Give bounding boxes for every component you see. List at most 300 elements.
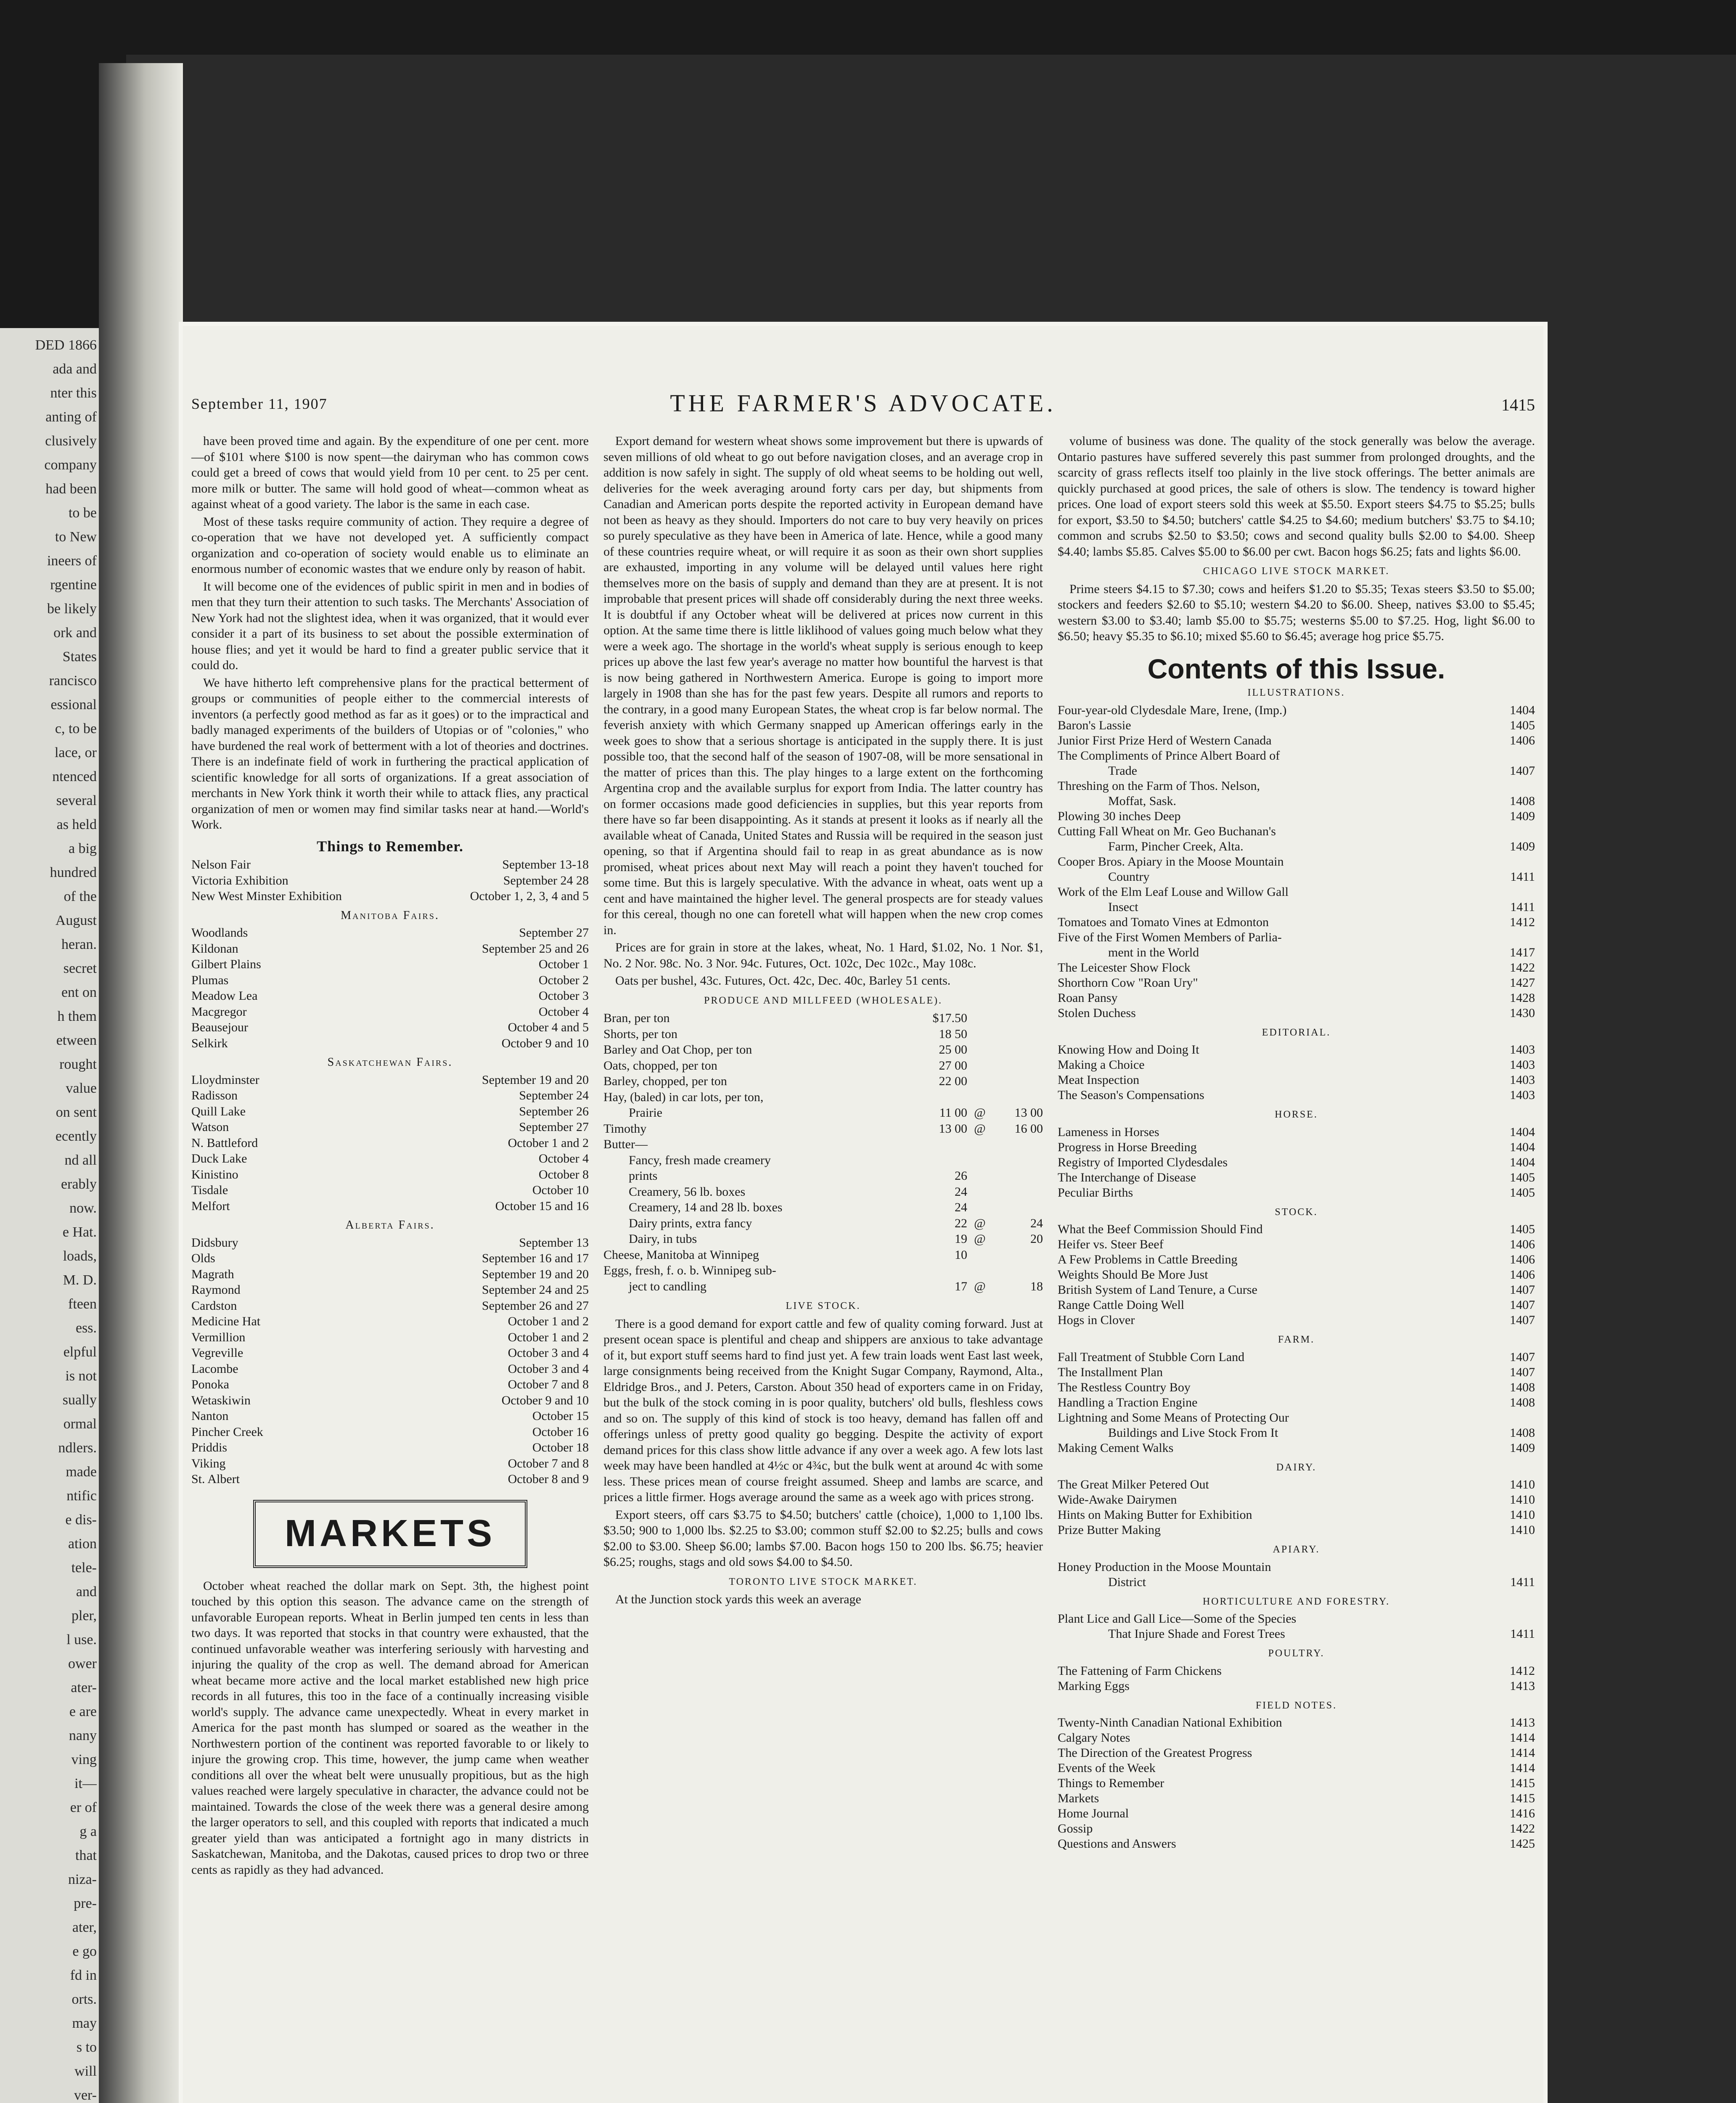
live-stock-article: [603, 1316, 1043, 1570]
contents-entry-title: Tomatoes and Tomato Vines at Edmonton: [1058, 915, 1269, 929]
fair-name: Beausejour: [191, 1020, 248, 1034]
contents-entry-title: The Season's Compensations: [1058, 1088, 1204, 1102]
contents-entry-page: 1407: [1510, 763, 1535, 778]
contents-entry-page: 1406: [1510, 1237, 1535, 1251]
contents-entry-page: 1407: [1510, 1350, 1535, 1364]
contents-entry-page: 1408: [1510, 1395, 1535, 1409]
produce-low-price: [917, 1263, 967, 1279]
live-stock-heading: LIVE STOCK.: [786, 1300, 861, 1311]
left-page-line: orts.: [71, 1992, 97, 2007]
produce-low-price: 25 00: [939, 1043, 967, 1057]
left-page-line: now.: [69, 1200, 97, 1216]
produce-high-price: [992, 1042, 1043, 1058]
fair-name: Cardston: [191, 1298, 237, 1313]
fair-row: [191, 956, 589, 972]
contents-entry-page: 1403: [1510, 1073, 1535, 1087]
column-2: [603, 433, 1043, 1609]
contents-entry-title: Junior First Prize Herd of Western Canada: [1058, 733, 1272, 747]
left-page-line: pler,: [71, 1608, 97, 1624]
contents-section-heading: HORTICULTURE AND FORESTRY.: [1202, 1596, 1390, 1607]
fair-row: [191, 1198, 589, 1214]
contents-entry-title: Cutting Fall Wheat on Mr. Geo Buchanan's: [1058, 824, 1276, 838]
fair-name: Nanton: [191, 1409, 229, 1423]
contents-entry-page: 1405: [1510, 718, 1535, 732]
fair-row: [191, 1330, 589, 1345]
produce-price-table: [603, 1010, 1043, 1294]
produce-high-price: 16 00: [1014, 1121, 1043, 1136]
contents-section-heading: FARM.: [1278, 1334, 1315, 1345]
produce-high-price: [992, 1136, 1043, 1152]
left-page-line: ent on: [61, 985, 97, 1000]
contents-entry: [1058, 1523, 1535, 1538]
contents-entry: [1058, 1042, 1535, 1057]
contents-entry-page: 1407: [1510, 1283, 1535, 1297]
contents-entry-title: The Interchange of Disease: [1058, 1170, 1196, 1184]
contents-entry: [1058, 1806, 1535, 1821]
contents-entry: [1058, 1611, 1535, 1626]
fair-dates: September 24 28: [503, 873, 589, 887]
contents-entry-page: 1412: [1510, 1663, 1535, 1678]
fair-row: [191, 1424, 589, 1440]
paragraph: It will become one of the evidences of public spirit in men and in bodies of men that they turn their attention to such tasks. The Merchants' Association of New York had not the slightest idea, when it was organized, that it would ever consider it a part of its business to set about the possible extermination of house flies; and yet it would be hard to find a greater public service that it could do.: [191, 579, 589, 672]
fair-name: New West Minster Exhibition: [191, 889, 342, 903]
manitoba-fairs-heading: Manitoba Fairs.: [341, 908, 439, 922]
publication-title: THE FARMER'S ADVOCATE.: [670, 389, 1056, 417]
left-page-line: company: [44, 457, 97, 473]
fair-name: Medicine Hat: [191, 1314, 261, 1328]
contents-entry-page: 1411: [1510, 869, 1535, 884]
contents-entry-title: Buildings and Live Stock From It: [1108, 1425, 1278, 1440]
fair-dates: October 4 and 5: [508, 1020, 589, 1034]
contents-section-heading: ILLUSTRATIONS.: [1247, 687, 1345, 698]
contents-entry-page: 1413: [1510, 1679, 1535, 1693]
produce-high-price: [992, 1073, 1043, 1089]
fair-row: [191, 1377, 589, 1393]
produce-at: [967, 1010, 992, 1026]
contents-entry-title: The Fattening of Farm Chickens: [1058, 1663, 1222, 1678]
fair-name: Didsbury: [191, 1235, 238, 1250]
produce-at: @: [974, 1279, 986, 1293]
contents-entry-page: 1407: [1510, 1298, 1535, 1312]
fair-dates: September 19 and 20: [482, 1073, 589, 1087]
contents-entry-title: Lameness in Horses: [1058, 1125, 1159, 1139]
contents-entry: [1058, 839, 1535, 854]
fair-name: Macgregor: [191, 1004, 247, 1019]
contents-entry: [1058, 1298, 1535, 1313]
produce-low-price: 22: [955, 1216, 967, 1230]
fair-name: Tisdale: [191, 1183, 228, 1197]
contents-entry-title: Prize Butter Making: [1058, 1523, 1161, 1537]
contents-entry-page: 1416: [1510, 1806, 1535, 1820]
contents-entry: [1058, 1170, 1535, 1185]
contents-entry-title: Hints on Making Butter for Exhibition: [1058, 1508, 1252, 1522]
fair-row: [191, 1088, 589, 1104]
alberta-fairs-heading: Alberta Fairs.: [345, 1218, 435, 1232]
fair-dates: September 13: [519, 1235, 589, 1250]
fair-dates: October 7 and 8: [508, 1377, 589, 1391]
saskatchewan-fairs-heading: Saskatchewan Fairs.: [327, 1056, 453, 1069]
contents-entry-title: Things to Remember: [1058, 1776, 1164, 1790]
fair-name: Melfort: [191, 1199, 230, 1213]
produce-at: [967, 1152, 992, 1168]
contents-entry: [1058, 1575, 1535, 1590]
produce-at: @: [974, 1216, 986, 1230]
issue-date: September 11, 1907: [191, 395, 328, 412]
fair-dates: October 1: [538, 957, 589, 971]
markets-article: [191, 1578, 589, 1878]
contents-entry-title: Insect: [1108, 900, 1138, 914]
fair-dates: October 1 and 2: [508, 1136, 589, 1150]
left-page-line: nd all: [64, 1152, 97, 1168]
contents-entry-title: Farm, Pincher Creek, Alta.: [1108, 839, 1244, 853]
fair-row: [191, 873, 589, 889]
fair-dates: October 1 and 2: [508, 1330, 589, 1344]
contents-entry-page: 1410: [1510, 1493, 1535, 1507]
left-page-line: lace, or: [54, 745, 97, 760]
contents-entry-page: 1410: [1510, 1508, 1535, 1522]
contents-entry: [1058, 794, 1535, 809]
fair-row: [191, 972, 589, 988]
produce-at: [967, 1136, 992, 1152]
fair-row: [191, 1345, 589, 1361]
contents-entry-page: 1403: [1510, 1088, 1535, 1102]
fair-name: Kinistino: [191, 1167, 238, 1181]
contents-entry-page: [1489, 1560, 1535, 1575]
contents-entry: [1058, 1380, 1535, 1395]
contents-entry-title: Home Journal: [1058, 1806, 1129, 1820]
contents-entry: [1058, 718, 1535, 733]
produce-item: Fancy, fresh made creamery: [629, 1153, 771, 1167]
contents-entry: [1058, 1252, 1535, 1267]
binding-gutter: [99, 63, 183, 2103]
produce-at: [967, 1184, 992, 1200]
contents-entry-page: 1407: [1510, 1313, 1535, 1327]
contents-entry-page: 1413: [1510, 1716, 1535, 1730]
produce-low-price: [917, 1152, 967, 1168]
fair-dates: October 15 and 16: [495, 1199, 589, 1213]
produce-high-price: 20: [1030, 1232, 1043, 1246]
contents-entry-page: 1406: [1510, 1253, 1535, 1266]
contents-entry: [1058, 809, 1535, 824]
left-page-line: erably: [61, 1176, 97, 1192]
left-page-line: nter this: [50, 385, 97, 401]
paragraph: Most of these tasks require community of action. They require a degree of co-operation that we have not developed yet. A sufficiently compact organization and co-operation of society would enable us to eliminate an enormous number of economic wastes that we endure only by reason of habit.: [191, 514, 589, 576]
contents-section-heading: HORSE.: [1275, 1109, 1318, 1120]
contents-entry: [1058, 1776, 1535, 1791]
contents-entry: [1058, 1821, 1535, 1836]
produce-at: [967, 1042, 992, 1058]
produce-item: Timothy: [603, 1121, 647, 1136]
left-page-line: ndlers.: [58, 1440, 97, 1456]
contents-entry: [1058, 1057, 1535, 1073]
fair-name: Kildonan: [191, 941, 238, 956]
produce-low-price: 19: [955, 1232, 967, 1246]
fair-row: [191, 1036, 589, 1052]
page-header: [191, 389, 1535, 418]
left-page-line: ntenced: [52, 769, 97, 784]
contents-entry-page: 1415: [1510, 1791, 1535, 1805]
fair-dates: September 26: [519, 1104, 589, 1118]
left-page-line: niza-: [68, 1872, 97, 1887]
contents-entry: [1058, 900, 1535, 915]
fair-dates: October 9 and 10: [501, 1036, 589, 1050]
left-page-line: pre-: [74, 1896, 97, 1911]
produce-low-price: 13 00: [939, 1121, 967, 1136]
fair-row: [191, 1104, 589, 1120]
fair-name: Gilbert Plains: [191, 957, 261, 971]
fair-dates: September 16 and 17: [482, 1251, 589, 1265]
left-page-line: August: [55, 913, 97, 928]
fair-dates: October 7 and 8: [508, 1456, 589, 1470]
left-page-line: e go: [72, 1944, 97, 1959]
contents-entry-page: 1408: [1510, 1425, 1535, 1440]
markets-banner: MARKETS: [253, 1500, 527, 1568]
fair-name: Ponoka: [191, 1377, 229, 1391]
contents-entry-page: 1406: [1510, 733, 1535, 747]
contents-entry: [1058, 1222, 1535, 1237]
contents-entry: [1058, 1088, 1535, 1103]
left-page-line: is not: [65, 1368, 97, 1384]
produce-at: @: [974, 1106, 986, 1120]
contents-entry-title: The Compliments of Prince Albert Board of: [1058, 748, 1280, 763]
left-page-line: secret: [63, 961, 97, 976]
left-page-line: sually: [62, 1392, 97, 1408]
contents-entry-page: [1489, 1611, 1535, 1626]
newspaper-page: [183, 326, 1543, 2103]
contents-entry-page: 1403: [1510, 1043, 1535, 1057]
paragraph: We have hitherto left comprehensive plans for the practical betterment of groups or communities of people either to the commercial interests of inventors (a perfectly good method as far as it goes) or to the impractical and badly managed experiments of the builders of Utopias or of "colonies," who have burdened the real work of betterment with a lot of theories and doctrines. There is an indefinate field of work in furthering the practical application of scientific knowledge for all sorts of organizations. If a great association of merchants in New York think it worth their while to attack flies, any practical organization of men or women may find similar tasks near at hand.—World's Work.: [191, 675, 589, 832]
contents-entry: [1058, 1282, 1535, 1298]
contents-entry-title: Honey Production in the Moose Mountain: [1058, 1560, 1271, 1574]
fair-name: Priddis: [191, 1441, 228, 1454]
contents-entry: [1058, 763, 1535, 779]
fair-dates: October 3: [538, 989, 589, 1003]
left-page-line: elpful: [63, 1344, 97, 1360]
produce-item: Barley, chopped, per ton: [603, 1074, 727, 1088]
fair-dates: October 8: [538, 1167, 589, 1181]
contents-entry-title: Peculiar Births: [1058, 1185, 1133, 1200]
produce-high-price: [992, 1247, 1043, 1263]
left-page-line: ecently: [55, 1128, 97, 1144]
contents-entry: [1058, 1730, 1535, 1745]
left-page-line: ess.: [75, 1320, 97, 1336]
contents-entry: [1058, 1745, 1535, 1761]
fair-dates: October 1, 2, 3, 4 and 5: [470, 889, 589, 903]
contents-entry-title: Plowing 30 inches Deep: [1058, 809, 1181, 823]
left-page-line: rought: [59, 1057, 97, 1072]
contents-entry: [1058, 1155, 1535, 1170]
produce-item: prints: [629, 1169, 658, 1183]
contents-entry: [1058, 930, 1535, 945]
fair-row: [191, 988, 589, 1004]
contents-entry: [1058, 748, 1535, 763]
contents-entry: [1058, 1140, 1535, 1155]
article-body: [191, 433, 589, 833]
left-page-line: ineers of: [47, 553, 97, 569]
produce-item: Bran, per ton: [603, 1011, 670, 1025]
contents-entry-page: 1404: [1510, 703, 1535, 717]
left-page-line: ower: [68, 1656, 97, 1671]
contents-entry-page: 1414: [1510, 1761, 1535, 1775]
contents-entry-title: District: [1108, 1575, 1146, 1589]
left-page-line: ater-: [71, 1680, 97, 1695]
contents-entry-title: Moffat, Sask.: [1108, 794, 1176, 808]
contents-entry: [1058, 1626, 1535, 1642]
fair-row: [191, 857, 589, 873]
produce-item: Cheese, Manitoba at Winnipeg: [603, 1247, 759, 1262]
general-fairs-list: [191, 857, 589, 904]
fair-dates: September 25 and 26: [482, 941, 589, 956]
produce-high-price: [992, 1058, 1043, 1074]
contents-entry-page: 1430: [1510, 1006, 1535, 1020]
contents-entry-page: 1405: [1510, 1170, 1535, 1184]
produce-item: Hay, (baled) in car lots, per ton,: [603, 1090, 764, 1104]
fair-dates: September 24 and 25: [482, 1283, 589, 1297]
paragraph: Export demand for western wheat shows some improvement but there is upwards of seven millions of old wheat to go out before navigation closes, and an average crop in addition is now safely in sight. The supply of old wheat seems to be holding out well, deliveries for the week averaging around forty cars per day, but shipments from Canadian and American ports despite the reported activity in European demand have not been as heavy as they should. Importers do not care to buy very heavily on prices so purely speculative as they have been in America of late. Hence, while a good many of these countries require wheat, or will require it as soon as their own short supplies are exhausted, importing in any volume will be delayed until values here right themselves more on the basis of supply and demand than they are at present. It is not improbable that present prices will shade off considerably during the next three weeks. It is doubtful if any October wheat will be delivered at prices now current in this option. At the same time there is little liklihood of values going much below what they were a week ago. The shortage in the world's wheat supply is serious enough to keep prices up above the last few year's average no matter how bountiful the harvest is that is now being gathered in Northwestern America. Europe is going to import more largely in 1908 than she has for the past few years. Despite all rumors and reports to the contrary, in a good many European States, the wheat crop is far below normal. The feverish anxiety with which Germany snapped up American offerings early in the week goes to show that a serious shortage is anticipated in the supply there. It is just possible too, that the second half of the season of 1907-08, will be more sensational in the matter of prices than this. The play hinges to a large extent on the forthcoming Argentina crop and the available surplus for export from India. The latter country has on former occasions made good deficiencies in supplies, but this year reports from there have so far been disappointing. As it stands at present it looks as if nearly all the available wheat of Canada, United States and Russia will be required in the season just opening, so that if Argentina should fail to reap in as great abundance as is now promised, wheat prices about next May will reach a point they haven't touched for some time. But this is largely speculative. With the advance in wheat, oats went up a cent and have maintained the higher level. The general prospects are for steady values for this cereal, though no one can foretell what will happen when the new crop comes in.: [603, 434, 1043, 937]
produce-at: @: [974, 1232, 986, 1246]
left-page-line: h them: [57, 1009, 97, 1024]
contents-entry-title: Work of the Elm Leaf Louse and Willow Gall: [1058, 885, 1289, 899]
fair-dates: October 8 and 9: [508, 1472, 589, 1486]
fair-name: Radisson: [191, 1089, 238, 1102]
column-3: [1058, 433, 1535, 1851]
contents-entry-page: 1411: [1510, 1575, 1535, 1589]
contents-entry-title: Questions and Answers: [1058, 1837, 1176, 1851]
contents-entry-title: Threshing on the Farm of Thos. Nelson,: [1058, 779, 1260, 793]
contents-entry-title: Stolen Duchess: [1058, 1006, 1136, 1020]
fair-row: [191, 925, 589, 941]
left-page-line: hundred: [50, 865, 97, 880]
contents-entry: [1058, 1313, 1535, 1328]
contents-title: Contents of this Issue.: [1147, 653, 1445, 684]
left-page-line: anting of: [45, 409, 97, 425]
contents-entry-title: Events of the Week: [1058, 1761, 1156, 1775]
fair-row: [191, 1235, 589, 1251]
produce-low-price: 11 00: [939, 1106, 967, 1120]
contents-entry-page: 1427: [1510, 975, 1535, 990]
contents-entry-page: [1489, 824, 1535, 839]
contents-entry: [1058, 779, 1535, 794]
left-page-line: be likely: [47, 601, 97, 617]
fair-row: [191, 1182, 589, 1198]
produce-high-price: 24: [1030, 1216, 1043, 1230]
produce-high-price: [992, 1026, 1043, 1042]
left-page-line: it—: [74, 1776, 97, 1791]
produce-low-price: 17: [955, 1279, 967, 1293]
fair-row: [191, 1298, 589, 1314]
produce-item: Creamery, 14 and 28 lb. boxes: [629, 1200, 783, 1214]
fair-dates: October 3 and 4: [508, 1346, 589, 1360]
produce-item: Creamery, 56 lb. boxes: [629, 1184, 746, 1199]
produce-low-price: 22 00: [939, 1074, 967, 1088]
contents-entry-page: 1403: [1510, 1058, 1535, 1072]
produce-at: [967, 1247, 992, 1263]
fair-dates: September 27: [519, 1120, 589, 1134]
contents-entry-page: [1489, 1410, 1535, 1425]
produce-high-price: [992, 1152, 1043, 1168]
contents-entry-page: 1409: [1510, 839, 1535, 853]
produce-at: [967, 1026, 992, 1042]
contents-entry-page: 1425: [1510, 1837, 1535, 1851]
produce-item: Dairy prints, extra fancy: [629, 1216, 752, 1230]
contents-entry: [1058, 975, 1535, 991]
contents-entry-title: That Injure Shade and Forest Trees: [1108, 1627, 1285, 1641]
contents-entry-page: 1422: [1510, 1822, 1535, 1835]
left-page-line: made: [66, 1464, 97, 1480]
produce-low-price: 18 50: [939, 1027, 967, 1041]
contents-section-heading: STOCK.: [1275, 1206, 1318, 1218]
produce-low-price: [917, 1089, 967, 1105]
contents-section-heading: FIELD NOTES.: [1255, 1700, 1337, 1711]
fair-dates: October 15: [532, 1409, 589, 1423]
produce-item: Shorts, per ton: [603, 1027, 677, 1041]
contents-entry: [1058, 991, 1535, 1006]
contents-entry-title: Knowing How and Doing It: [1058, 1043, 1199, 1057]
contents-entry: [1058, 915, 1535, 930]
chicago-heading: CHICAGO LIVE STOCK MARKET.: [1203, 566, 1390, 577]
left-page-line: fd in: [70, 1968, 97, 1983]
produce-low-price: 24: [955, 1184, 967, 1199]
fair-row: [191, 1408, 589, 1424]
fair-dates: September 26 and 27: [482, 1298, 589, 1313]
produce-heading: PRODUCE AND MILLFEED (WHOLESALE).: [704, 995, 942, 1006]
contents-entry-title: Gossip: [1058, 1822, 1093, 1835]
contents-entry-title: ment in the World: [1108, 945, 1199, 959]
contents-entry-page: 1411: [1510, 900, 1535, 914]
produce-low-price: $17.50: [932, 1011, 967, 1025]
fair-dates: October 18: [532, 1441, 589, 1454]
paragraph: Export steers, off cars $3.75 to $4.50; butchers' cattle (choice), 1,000 to 1,100 lbs. $3.50; 900 to 1,000 lbs. $2.25 to $3.00; common stuff $2.00 to $2.25; bulls and cows $2.00 to $3.00. Sheep $6.00; lambs $7.00. Bacon hogs 150 to 200 lbs. $6.75; heavier $6.25; roughs, stags and old sows $4.00 to $4.50.: [603, 1507, 1043, 1569]
left-page-fragment: [0, 328, 99, 2103]
produce-high-price: [992, 1184, 1043, 1200]
left-page-line: loads,: [63, 1248, 97, 1264]
produce-item: Dairy, in tubs: [629, 1232, 697, 1246]
contents-entry: [1058, 1125, 1535, 1140]
contents-entry-page: 1410: [1510, 1523, 1535, 1537]
produce-high-price: [992, 1168, 1043, 1184]
left-page-line: e Hat.: [62, 1224, 97, 1240]
left-page-line: States: [62, 649, 97, 665]
left-page-line: heran.: [61, 937, 97, 952]
fair-name: N. Battleford: [191, 1136, 258, 1150]
produce-low-price: 27 00: [939, 1058, 967, 1073]
contents-entry-title: Fall Treatment of Stubble Corn Land: [1058, 1350, 1245, 1364]
fair-row: [191, 1471, 589, 1487]
fair-name: Watson: [191, 1120, 229, 1134]
left-page-line: ater,: [72, 1920, 97, 1935]
contents-entry: [1058, 1492, 1535, 1507]
contents-entry: [1058, 1560, 1535, 1575]
fair-dates: October 4: [538, 1152, 589, 1165]
produce-at: [967, 1168, 992, 1184]
contents-entry-title: Baron's Lassie: [1058, 718, 1131, 732]
fair-name: Victoria Exhibition: [191, 873, 288, 887]
contents-entry-title: Progress in Horse Breeding: [1058, 1140, 1197, 1154]
left-page-line: fteen: [68, 1296, 97, 1312]
produce-item: Oats, chopped, per ton: [603, 1058, 717, 1073]
fair-name: Vermillion: [191, 1330, 246, 1344]
contents-entry: [1058, 1836, 1535, 1851]
contents-entry-title: Trade: [1108, 763, 1137, 778]
contents-entry: [1058, 1410, 1535, 1425]
contents-entry: [1058, 1185, 1535, 1200]
left-page-line: on sent: [56, 1104, 97, 1120]
contents-entry-title: The Direction of the Greatest Progress: [1058, 1746, 1252, 1760]
contents-entry-title: What the Beef Commission Should Find: [1058, 1222, 1263, 1236]
contents-entry-page: 1428: [1510, 991, 1535, 1005]
contents-entry: [1058, 885, 1535, 900]
fair-name: Lacombe: [191, 1361, 238, 1376]
